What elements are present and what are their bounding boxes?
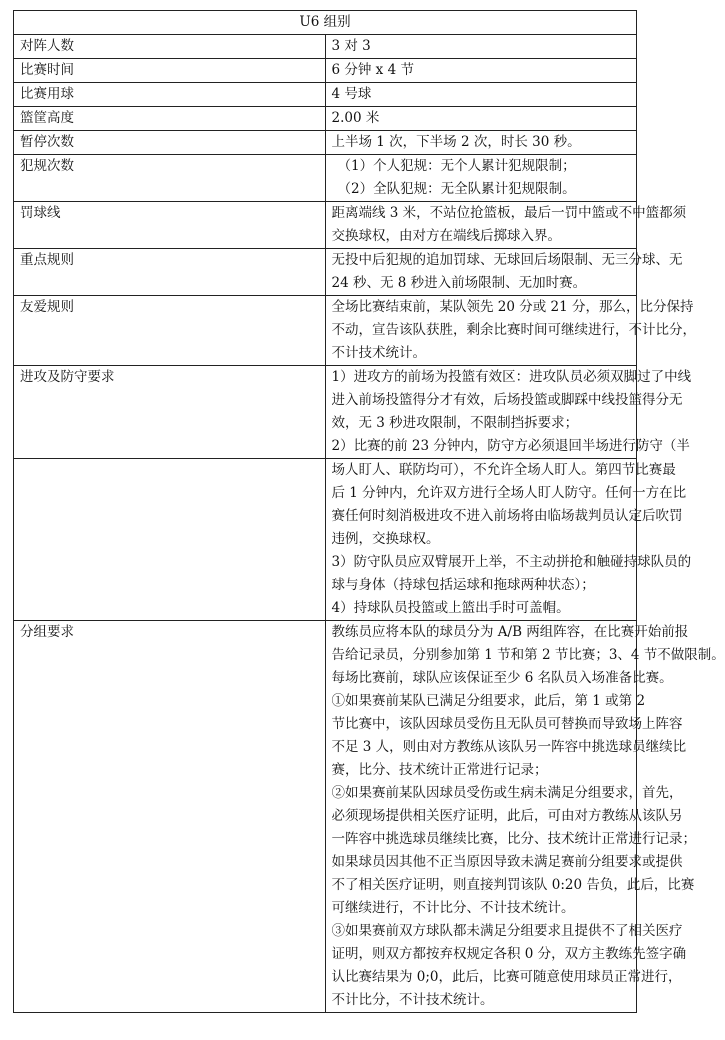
row-label: 分组要求 xyxy=(14,621,326,1013)
row-content xyxy=(325,131,637,155)
content-line: 违例，交换球权。 xyxy=(331,531,440,547)
row-label: 对阵人数 xyxy=(14,35,326,59)
table-row xyxy=(14,459,637,621)
row-content xyxy=(325,366,692,459)
content-line: 告给记录员，分别参加第 1 节和第 2 节比赛；3、4 节不做限制。 xyxy=(331,647,725,663)
row-label: 友爱规则 xyxy=(14,296,326,366)
content-line: ③如果赛前双方球队都未满足分组要求且提供不了相关医疗 xyxy=(331,923,683,939)
content-line: 交换球权，由对方在端线后掷球入界。 xyxy=(331,228,561,244)
content-line: 一阵容中挑选球员继续比赛，比分、技术统计正常进行记录； xyxy=(331,831,696,847)
table-row xyxy=(14,59,637,83)
content-line: 上半场 1 次，下半场 2 次，时长 30 秒。 xyxy=(331,134,581,150)
table-row xyxy=(14,131,637,155)
row-content xyxy=(325,621,725,1013)
row-label: 犯规次数 xyxy=(14,155,326,202)
content-line: ①如果赛前某队已满足分组要求，此后，第 1 或第 2 xyxy=(331,693,646,709)
row-content xyxy=(325,83,637,107)
content-line: 教练员应将本队的球员分为 A/B 两组阵容，在比赛开始前报 xyxy=(331,624,689,640)
content-line: 1）进攻方的前场为投篮有效区：进攻队员必须双脚过了中线 xyxy=(331,369,692,385)
row-content xyxy=(325,155,637,202)
content-line: 必须现场提供相关医疗证明，此后，可由对方教练从该队另 xyxy=(331,808,683,824)
table-title: U6 组别 xyxy=(14,11,637,35)
content-line: 2）比赛的前 23 分钟内，防守方必须退回半场进行防守（半 xyxy=(331,438,690,454)
row-content xyxy=(325,202,687,249)
row-content xyxy=(325,296,696,366)
content-line: 节比赛中，该队因球员受伤且无队员可替换而导致场上阵容 xyxy=(331,716,683,732)
row-content xyxy=(325,107,637,131)
row-label: 比赛时间 xyxy=(14,59,326,83)
content-line: 效，无 3 秒进攻限制，不限制挡拆要求； xyxy=(331,415,579,431)
content-line: 全场比赛结束前，某队领先 20 分或 21 分，那么，比分保持 xyxy=(331,299,694,315)
content-line: 6 分钟 x 4 节 xyxy=(331,62,414,78)
content-line: 不动，宣告该队获胜，剩余比赛时间可继续进行，不计比分， xyxy=(331,322,696,338)
content-line: 2.00 米 xyxy=(331,110,380,126)
row-content xyxy=(325,35,637,59)
table-row xyxy=(14,296,637,366)
table-row xyxy=(14,366,637,459)
content-line: 4）持球队员投篮或上篮出手时可盖帽。 xyxy=(331,600,570,616)
content-line: 如果球员因其他不正当原因导致未满足赛前分组要求或提供 xyxy=(331,854,683,870)
table-row xyxy=(14,249,637,296)
table-row xyxy=(14,83,637,107)
content-line: 3 对 3 xyxy=(331,38,371,54)
rules-table xyxy=(13,10,725,1013)
row-label: 篮筐高度 xyxy=(14,107,326,131)
row-label xyxy=(14,459,326,621)
content-line: 不计技术统计。 xyxy=(331,345,426,361)
content-line: 可继续进行，不计比分、不计技术统计。 xyxy=(331,900,575,916)
content-line: 证明，则双方都按弃权规定各积 0 分，双方主教练先签字确 xyxy=(331,946,687,962)
row-label: 比赛用球 xyxy=(14,83,326,107)
content-line: 无投中后犯规的追加罚球、无球回后场限制、无三分球、无 xyxy=(331,252,683,268)
table-row xyxy=(14,35,637,59)
content-line: 不足 3 人，则由对方教练从该队另一阵容中挑选球员继续比 xyxy=(331,739,687,755)
row-label: 罚球线 xyxy=(14,202,326,249)
content-line: 不了相关医疗证明，则直接判罚该队 0:20 告负，此后，比赛 xyxy=(331,877,695,893)
row-label: 暂停次数 xyxy=(14,131,326,155)
content-line: 赛，比分、技术统计正常进行记录； xyxy=(331,762,548,778)
row-content xyxy=(325,59,637,83)
content-line: 每场比赛前，球队应该保证至少 6 名队员入场准备比赛。 xyxy=(331,670,673,686)
content-line: 不计比分，不计技术统计。 xyxy=(331,992,494,1008)
content-line: 后 1 分钟内，允许双方进行全场人盯人防守。任何一方在比 xyxy=(331,485,687,501)
content-line: ②如果赛前某队因球员受伤或生病未满足分组要求，首先， xyxy=(331,785,683,801)
content-line: 场人盯人、联防均可），不允许全场人盯人。第四节比赛最 xyxy=(331,462,676,478)
content-line: 赛任何时刻消极进攻不进入前场将由临场裁判员认定后吹罚 xyxy=(331,508,683,524)
table-row xyxy=(14,155,637,202)
row-content xyxy=(325,459,692,621)
table-row xyxy=(14,621,637,1013)
content-line: 24 秒、无 8 秒进入前场限制、无加时赛。 xyxy=(331,275,587,291)
content-line: 距离端线 3 米，不站位抢篮板，最后一罚中篮或不中篮都须 xyxy=(331,205,687,221)
content-line: （1）个人犯规：无个人累计犯规限制； xyxy=(337,158,576,174)
row-content xyxy=(325,249,683,296)
content-line: 认比赛结果为 0;0，此后，比赛可随意使用球员正常进行， xyxy=(331,969,682,985)
content-line: （2）全队犯规：无全队累计犯规限制。 xyxy=(337,181,576,197)
row-label: 进攻及防守要求 xyxy=(14,366,326,459)
content-line: 进入前场投篮得分才有效，后场投篮或脚踩中线投篮得分无 xyxy=(331,392,683,408)
table-row xyxy=(14,202,637,249)
row-label: 重点规则 xyxy=(14,249,326,296)
content-line: 3）防守队员应双臂展开上举，不主动拼抢和触碰持球队员的 xyxy=(331,554,692,570)
header-row xyxy=(14,11,637,35)
rules-document xyxy=(13,10,725,1013)
content-line: 球与身体（持球包括运球和拖球两种状态）； xyxy=(331,577,595,593)
content-line: 4 号球 xyxy=(331,86,372,102)
table-row xyxy=(14,107,637,131)
